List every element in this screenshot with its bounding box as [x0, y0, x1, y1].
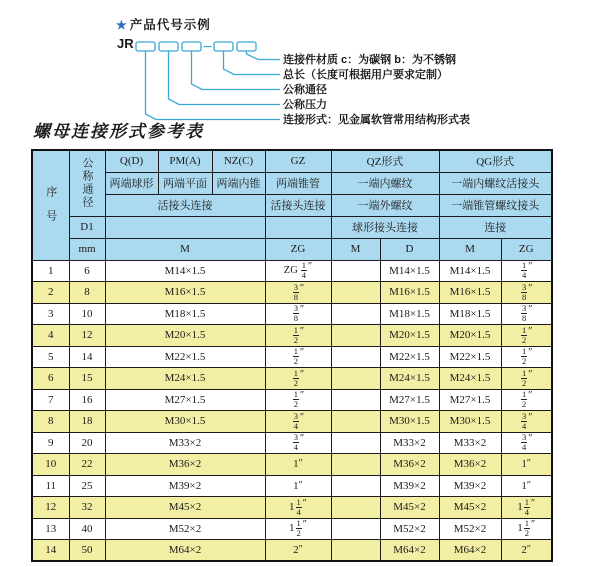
cell-qg_zg: 1 $\frac{1}{2}$ ″ — [501, 518, 552, 540]
header-qz-connection: 球形接头连接 — [331, 216, 439, 238]
header-diameter: 公称通径 — [69, 150, 105, 216]
table-row — [32, 518, 552, 540]
cell-m: M64×2 — [105, 540, 265, 562]
cell-qg_zg: 1 $\frac{1}{4}$ ″ — [501, 497, 552, 519]
cell-seq: 6 — [32, 368, 69, 390]
cell-qz_m — [331, 325, 380, 347]
header-qg: QG形式 — [439, 150, 552, 172]
table-row — [32, 389, 552, 411]
code-prefix: JR — [117, 36, 134, 51]
cell-qz_m — [331, 282, 380, 304]
cell-zg: 2″ — [265, 540, 331, 562]
table-row — [32, 303, 552, 325]
code-box — [136, 42, 155, 51]
cell-qz_d: M30×1.5 — [380, 411, 439, 433]
cell-dia: 16 — [69, 389, 105, 411]
callout-label-diameter: 公称通径 — [283, 84, 327, 96]
cell-m: M52×2 — [105, 518, 265, 540]
cell-qz_d: M27×1.5 — [380, 389, 439, 411]
table-body — [32, 260, 552, 561]
cell-qg_m: M52×2 — [439, 518, 501, 540]
header-qg-sub1: 一端内螺纹活接头 — [439, 172, 552, 194]
cell-dia: 14 — [69, 346, 105, 368]
cell-zg: $\frac{1}{2}$ ″ — [265, 389, 331, 411]
cell-seq: 8 — [32, 411, 69, 433]
cell-qz_d: M16×1.5 — [380, 282, 439, 304]
cell-qz_d: M20×1.5 — [380, 325, 439, 347]
header-q-sub: 两端球形 — [105, 172, 158, 194]
cell-seq: 4 — [32, 325, 69, 347]
cell-seq: 10 — [32, 454, 69, 476]
cell-dia: 8 — [69, 282, 105, 304]
cell-qg_zg: $\frac{1}{2}$ ″ — [501, 368, 552, 390]
header-nz-sub: 两端内锥 — [212, 172, 265, 194]
header-q: Q(D) — [105, 150, 158, 172]
cell-zg: $\frac{3}{8}$ ″ — [265, 282, 331, 304]
cell-qz_m — [331, 411, 380, 433]
header-m: M — [105, 238, 265, 260]
cell-dia: 18 — [69, 411, 105, 433]
cell-qg_zg: $\frac{3}{8}$ ″ — [501, 282, 552, 304]
cell-qg_m: M30×1.5 — [439, 411, 501, 433]
cell-zg: $\frac{1}{2}$ ″ — [265, 368, 331, 390]
diagram-title-text: 产品代号示例 — [129, 18, 211, 32]
header-empty-union — [105, 216, 265, 238]
cell-qg_m: M33×2 — [439, 432, 501, 454]
header-pm: PM(A) — [158, 150, 212, 172]
cell-qg_zg: $\frac{3}{4}$ ″ — [501, 411, 552, 433]
callout-label-material: 连接件材质 c：为碳钢 b：为不锈钢 — [283, 54, 456, 66]
cell-qz_m — [331, 540, 380, 562]
header-qz-sub1: 一端内螺纹 — [331, 172, 439, 194]
cell-qg_m: M64×2 — [439, 540, 501, 562]
cell-dia: 12 — [69, 325, 105, 347]
cell-m: M18×1.5 — [105, 303, 265, 325]
header-qz-sub2: 一端外螺纹 — [331, 194, 439, 216]
header-qg-sub2: 一端锥管螺纹接头 — [439, 194, 552, 216]
cell-qg_m: M27×1.5 — [439, 389, 501, 411]
cell-dia: 6 — [69, 260, 105, 282]
table-row — [32, 260, 552, 282]
cell-qg_zg: $\frac{3}{4}$ ″ — [501, 432, 552, 454]
header-qz: QZ形式 — [331, 150, 439, 172]
cell-dia: 10 — [69, 303, 105, 325]
diagram-title — [116, 15, 211, 33]
header-qg-m: M — [439, 238, 501, 260]
header-pm-sub: 两端平面 — [158, 172, 212, 194]
cell-dia: 15 — [69, 368, 105, 390]
cell-qz_m — [331, 518, 380, 540]
cell-seq: 9 — [32, 432, 69, 454]
cell-qz_d: M36×2 — [380, 454, 439, 476]
cell-qz_m — [331, 432, 380, 454]
cell-qg_zg: $\frac{1}{2}$ ″ — [501, 346, 552, 368]
cell-qz_d: M24×1.5 — [380, 368, 439, 390]
cell-qz_m — [331, 389, 380, 411]
header-gz: GZ — [265, 150, 331, 172]
cell-m: M45×2 — [105, 497, 265, 519]
cell-dia: 32 — [69, 497, 105, 519]
cell-qz_d: M18×1.5 — [380, 303, 439, 325]
cell-m: M33×2 — [105, 432, 265, 454]
header-nz: NZ(C) — [212, 150, 265, 172]
cell-seq: 11 — [32, 475, 69, 497]
table-row — [32, 282, 552, 304]
table-title: 螺母连接形式参考表 — [33, 122, 204, 142]
table-row — [32, 432, 552, 454]
header-gz-connection: 活接头连接 — [265, 194, 331, 216]
cell-m: M16×1.5 — [105, 282, 265, 304]
code-box — [159, 42, 178, 51]
table-row — [32, 411, 552, 433]
cell-seq: 7 — [32, 389, 69, 411]
cell-qz_d: M33×2 — [380, 432, 439, 454]
header-qz-m: M — [331, 238, 380, 260]
cell-qz_m — [331, 454, 380, 476]
header-qg-zg: ZG — [501, 238, 552, 260]
cell-dia: 22 — [69, 454, 105, 476]
header-zg: ZG — [265, 238, 331, 260]
cell-seq: 12 — [32, 497, 69, 519]
cell-qg_m: M36×2 — [439, 454, 501, 476]
nut-connection-table — [31, 149, 553, 562]
table-row — [32, 454, 552, 476]
code-box — [182, 42, 201, 51]
cell-m: M30×1.5 — [105, 411, 265, 433]
cell-zg: $\frac{3}{8}$ ″ — [265, 303, 331, 325]
cell-qg_zg: 1″ — [501, 475, 552, 497]
header-seq: 序号 — [32, 150, 69, 260]
cell-dia: 40 — [69, 518, 105, 540]
cell-dia: 50 — [69, 540, 105, 562]
header-qz-d: D — [380, 238, 439, 260]
cell-m: M22×1.5 — [105, 346, 265, 368]
header-empty-gz — [265, 216, 331, 238]
cell-qz_d: M64×2 — [380, 540, 439, 562]
header-d1: D1 — [69, 216, 105, 238]
cell-m: M24×1.5 — [105, 368, 265, 390]
cell-dia: 25 — [69, 475, 105, 497]
cell-qg_m: M22×1.5 — [439, 346, 501, 368]
cell-qz_d: M52×2 — [380, 518, 439, 540]
cell-seq: 13 — [32, 518, 69, 540]
cell-qg_zg: $\frac{1}{2}$ ″ — [501, 325, 552, 347]
cell-qz_m — [331, 303, 380, 325]
cell-zg: 1 $\frac{1}{4}$ ″ — [265, 497, 331, 519]
cell-qz_m — [331, 475, 380, 497]
cell-qz_d: M45×2 — [380, 497, 439, 519]
header-gz-sub: 两端锥管 — [265, 172, 331, 194]
cell-zg: ZG $\frac{1}{4}$ ″ — [265, 260, 331, 282]
cell-qg_m: M14×1.5 — [439, 260, 501, 282]
cell-m: M36×2 — [105, 454, 265, 476]
cell-dia: 20 — [69, 432, 105, 454]
cell-qg_m: M16×1.5 — [439, 282, 501, 304]
cell-qz_m — [331, 260, 380, 282]
cell-qz_d: M39×2 — [380, 475, 439, 497]
table-row — [32, 346, 552, 368]
cell-m: M14×1.5 — [105, 260, 265, 282]
cell-zg: 1″ — [265, 454, 331, 476]
cell-zg: $\frac{1}{2}$ ″ — [265, 346, 331, 368]
cell-seq: 2 — [32, 282, 69, 304]
cell-seq: 14 — [32, 540, 69, 562]
cell-qg_m: M20×1.5 — [439, 325, 501, 347]
cell-zg: $\frac{3}{4}$ ″ — [265, 432, 331, 454]
cell-m: M20×1.5 — [105, 325, 265, 347]
star-icon: ★ — [116, 18, 128, 32]
table-row — [32, 497, 552, 519]
table-row — [32, 475, 552, 497]
cell-zg: $\frac{3}{4}$ ″ — [265, 411, 331, 433]
code-box — [214, 42, 233, 51]
cell-qz_m — [331, 346, 380, 368]
header-qg-connection: 连接 — [439, 216, 552, 238]
cell-qg_zg: 2″ — [501, 540, 552, 562]
cell-qg_zg: $\frac{1}{2}$ ″ — [501, 389, 552, 411]
cell-seq: 3 — [32, 303, 69, 325]
cell-qz_d: M14×1.5 — [380, 260, 439, 282]
table-row — [32, 540, 552, 562]
cell-zg: $\frac{1}{2}$ ″ — [265, 325, 331, 347]
callout-label-pressure: 公称压力 — [283, 99, 327, 111]
cell-seq: 5 — [32, 346, 69, 368]
cell-qg_m: M39×2 — [439, 475, 501, 497]
cell-qz_d: M22×1.5 — [380, 346, 439, 368]
cell-seq: 1 — [32, 260, 69, 282]
table-row — [32, 325, 552, 347]
cell-qg_zg: 1″ — [501, 454, 552, 476]
cell-qz_m — [331, 368, 380, 390]
cell-qg_m: M24×1.5 — [439, 368, 501, 390]
callout-label-connection: 连接形式：见金属软管常用结构形式表 — [283, 114, 470, 126]
table-row — [32, 368, 552, 390]
header-mm: mm — [69, 238, 105, 260]
cell-qg_m: M18×1.5 — [439, 303, 501, 325]
cell-qg_zg: $\frac{1}{4}$ ″ — [501, 260, 552, 282]
cell-qg_zg: $\frac{3}{8}$ ″ — [501, 303, 552, 325]
cell-m: M39×2 — [105, 475, 265, 497]
callout-label-length: 总长（长度可根据用户要求定制） — [283, 69, 448, 81]
header-union-connection: 活接头连接 — [105, 194, 265, 216]
cell-qg_m: M45×2 — [439, 497, 501, 519]
cell-m: M27×1.5 — [105, 389, 265, 411]
cell-qz_m — [331, 497, 380, 519]
code-box — [237, 42, 256, 51]
cell-zg: 1″ — [265, 475, 331, 497]
cell-zg: 1 $\frac{1}{2}$ ″ — [265, 518, 331, 540]
